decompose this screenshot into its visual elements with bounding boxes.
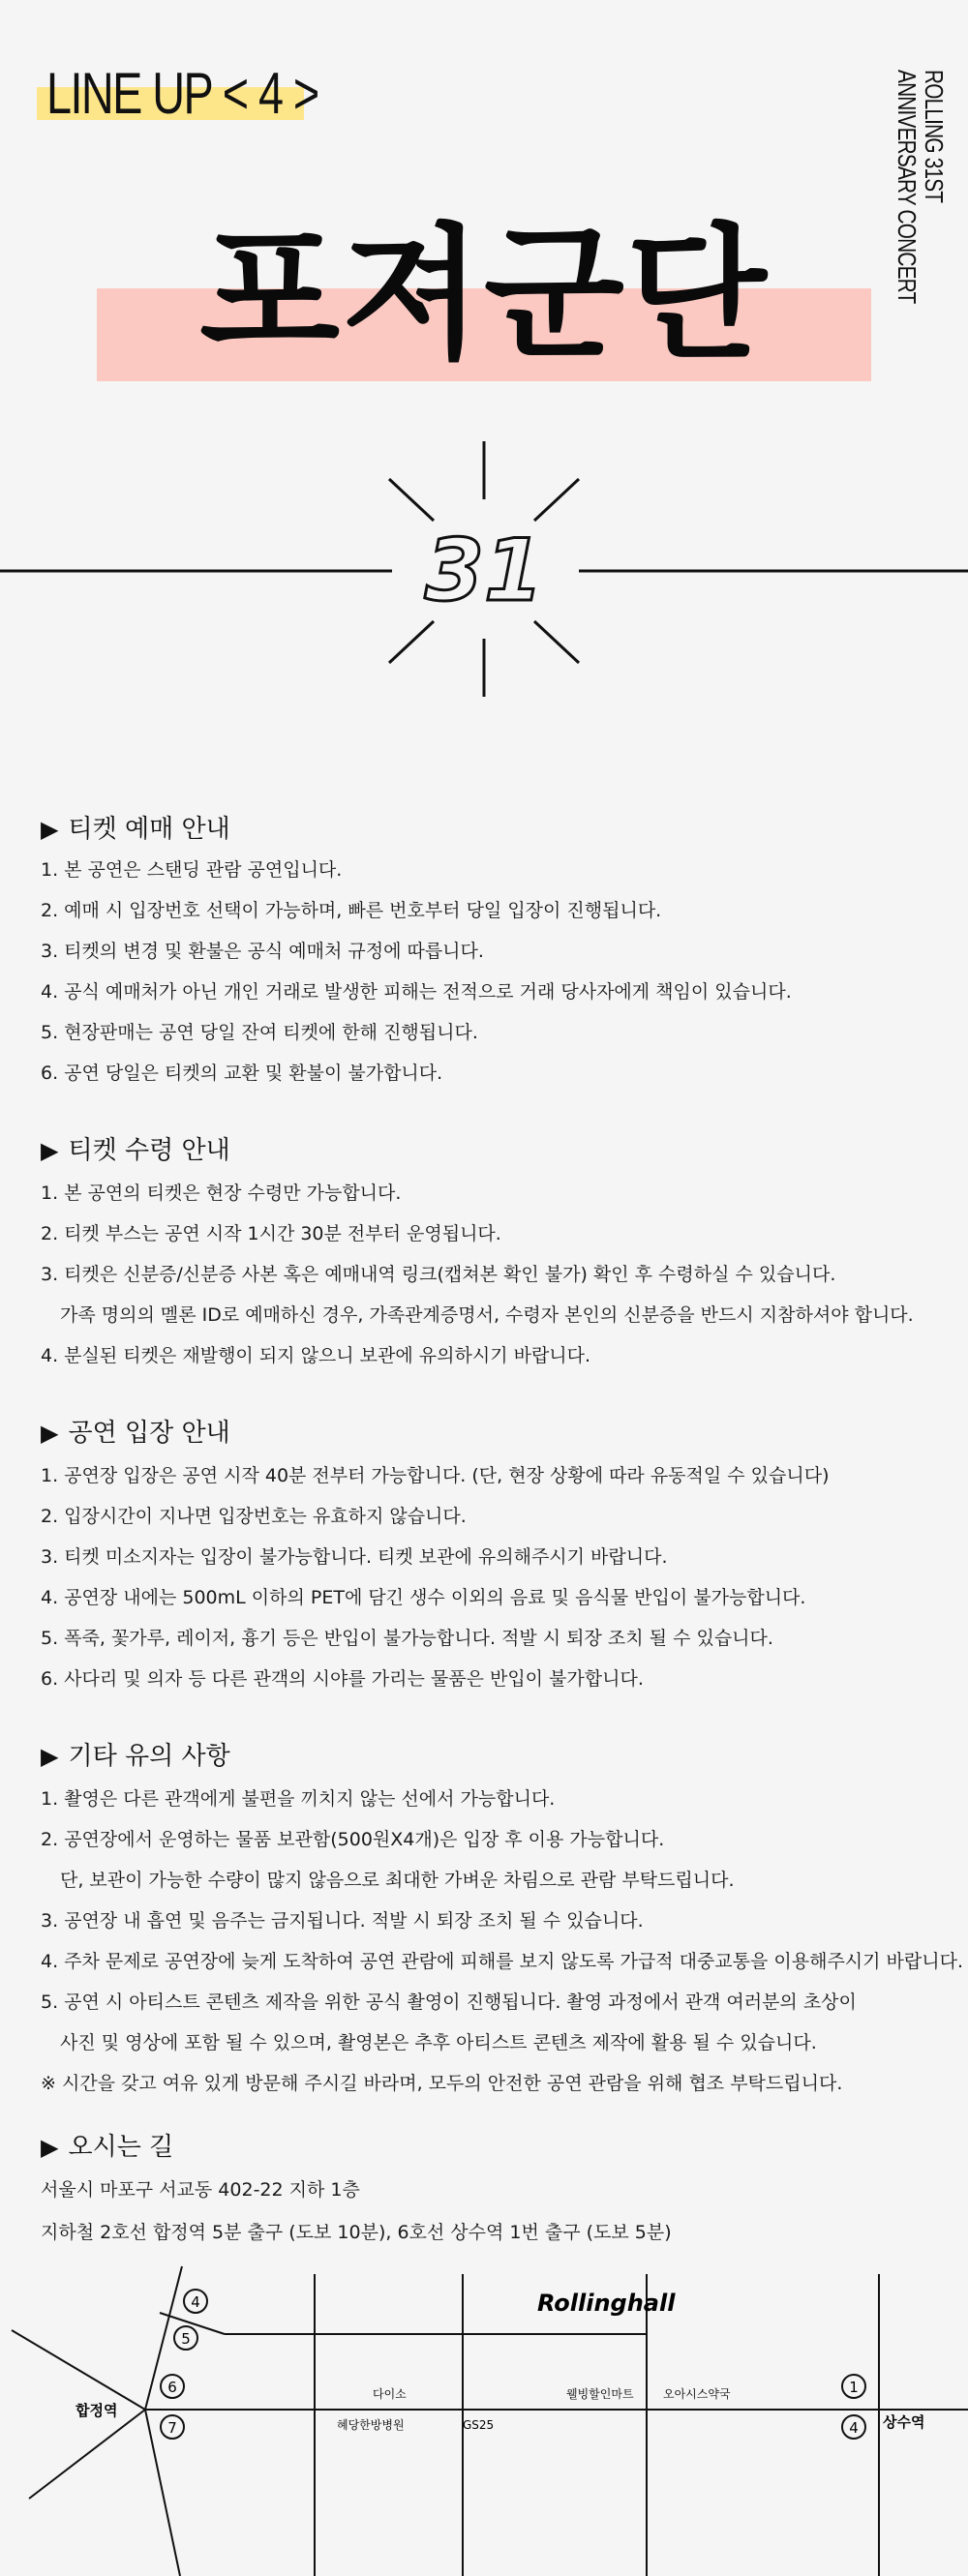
list-item: 1. 촬영은 다른 관객에게 불편을 끼치지 않는 선에서 가능합니다. <box>41 1788 556 1810</box>
map-road <box>160 2313 225 2334</box>
exit-number: 1 <box>849 2379 859 2396</box>
emblem-ray <box>389 479 434 521</box>
map-landmark: 다이소 <box>373 2387 407 2401</box>
map-landmark: 혜당한방병원 <box>337 2418 405 2432</box>
map-station-hapjeong: 합정역 <box>76 2402 118 2419</box>
subway-directions-text: 지하철 2호선 합정역 5분 출구 (도보 10분), 6호선 상수역 1번 출구 (도보 5분) <box>41 2222 672 2243</box>
list-item: 2. 입장시간이 지나면 입장번호는 유효하지 않습니다. <box>41 1506 467 1527</box>
list-item: 5. 현장판매는 공연 당일 잔여 티켓에 한해 진행됩니다. <box>41 1022 478 1043</box>
list-item: 3. 티켓 미소지자는 입장이 불가능합니다. 티켓 보관에 유의해주시기 바랍니다. <box>41 1546 668 1568</box>
list-item: 가족 명의의 멜론 ID로 예매하신 경우, 가족관계증명서, 수령자 본인의 신분증을 반드시 지참하셔야 합니다. <box>60 1304 914 1326</box>
map-venue-label: Rollinghall <box>537 2290 676 2317</box>
triangle-icon: ▶ <box>41 1743 59 1770</box>
list-item: 6. 공연 당일은 티켓의 교환 및 환불이 불가합니다. <box>41 1063 443 1084</box>
triangle-icon: ▶ <box>41 1420 59 1447</box>
section-heading-ticket-booking: ▶ 티켓 예매 안내 <box>41 815 230 844</box>
emblem-number: 31 <box>424 521 544 620</box>
emblem-ray <box>534 479 579 521</box>
section-heading-ticket-pickup: ▶ 티켓 수령 안내 <box>41 1136 230 1165</box>
list-item: 1. 공연장 입장은 공연 시작 40분 전부터 가능합니다. (단, 현장 상황에 따라 유동적일 수 있습니다) <box>41 1465 830 1486</box>
list-item: 5. 폭죽, 꽃가루, 레이저, 흉기 등은 반입이 불가능합니다. 적발 시 퇴장 조치 될 수 있습니다. <box>41 1628 773 1649</box>
map-road <box>29 2410 145 2499</box>
map-landmark: 웰빙할인마트 <box>566 2387 634 2401</box>
exit-number: 7 <box>167 2419 177 2437</box>
list-item: 4. 공연장 내에는 500mL 이하의 PET에 담긴 생수 이외의 음료 및 음식물 반입이 불가능합니다. <box>41 1587 806 1608</box>
exit-number: 5 <box>181 2330 191 2348</box>
triangle-icon: ▶ <box>41 2134 59 2161</box>
list-item: ※ 시간을 갖고 여유 있게 방문해 주시길 바라며, 모두의 안전한 공연 관람을 위해 협조 부탁드립니다. <box>41 2073 843 2094</box>
list-item: 3. 공연장 내 흡연 및 음주는 금지됩니다. 적발 시 퇴장 조치 될 수 있습니다. <box>41 1910 644 1932</box>
list-item: 2. 예매 시 입장번호 선택이 가능하며, 빠른 번호부터 당일 입장이 진행됩니다. <box>41 900 662 921</box>
section-heading-entry: ▶ 공연 입장 안내 <box>41 1419 230 1448</box>
location-map <box>0 2245 968 2576</box>
exit-number: 6 <box>167 2379 177 2396</box>
emblem-ray <box>389 621 434 663</box>
vertical-title-line2: ROLLING 31ST <box>920 70 949 203</box>
list-item: 3. 티켓은 신분증/신분증 사본 혹은 예매내역 링크(캡쳐본 확인 불가) 확인 후 수령하실 수 있습니다. <box>41 1264 836 1285</box>
list-item: 사진 및 영상에 포함 될 수 있으며, 촬영본은 추후 아티스트 콘텐츠 제작에 활용 될 수 있습니다. <box>60 2032 817 2053</box>
list-item: 2. 티켓 부스는 공연 시작 1시간 30분 전부터 운영됩니다. <box>41 1223 501 1244</box>
list-item: 4. 공식 예매처가 아닌 개인 거래로 발생한 피해는 전적으로 거래 당사자에게 책임이 있습니다. <box>41 981 792 1003</box>
exit-number: 4 <box>849 2419 859 2437</box>
list-item: 2. 공연장에서 운영하는 물품 보관함(500원X4개)은 입장 후 이용 가능합니다. <box>41 1829 665 1850</box>
section-heading-directions: ▶ 오시는 길 <box>41 2133 174 2162</box>
vertical-title-line1: ANNIVERSARY CONCERT <box>892 70 922 304</box>
map-road <box>12 2330 145 2410</box>
list-item: 5. 공연 시 아티스트 콘텐츠 제작을 위한 공식 촬영이 진행됩니다. 촬영 과정에서 관객 여러분의 초상이 <box>41 1992 857 2013</box>
list-item: 3. 티켓의 변경 및 환불은 공식 예매처 규정에 따릅니다. <box>41 941 484 962</box>
list-item: 1. 본 공연은 스탠딩 관람 공연입니다. <box>41 859 343 881</box>
artist-title: 포져군단 <box>199 211 769 379</box>
list-item: 4. 분실된 티켓은 재발행이 되지 않으니 보관에 유의하시기 바랍니다. <box>41 1345 591 1366</box>
lineup-label: LINE UP < 4 > <box>46 61 318 126</box>
emblem-ray <box>534 621 579 663</box>
map-landmark: GS25 <box>463 2418 495 2432</box>
address-text: 서울시 마포구 서교동 402-22 지하 1층 <box>41 2179 360 2201</box>
section-heading-notes: ▶ 기타 유의 사항 <box>41 1742 230 1771</box>
triangle-icon: ▶ <box>41 1137 59 1164</box>
anniversary-emblem <box>0 426 968 697</box>
list-item: 1. 본 공연의 티켓은 현장 수령만 가능합니다. <box>41 1183 402 1204</box>
map-landmark: 오아시스약국 <box>663 2387 731 2401</box>
list-item: 4. 주차 문제로 공연장에 늦게 도착하여 공연 관람에 피해를 보지 않도록 가급적 대중교통을 이용해주시기 바랍니다. <box>41 1951 964 1972</box>
list-item: 단, 보관이 가능한 수량이 많지 않음으로 최대한 가벼운 차림으로 관람 부탁드립니다. <box>60 1870 735 1891</box>
exit-number: 4 <box>191 2293 200 2311</box>
map-station-sangsu: 상수역 <box>883 2413 925 2431</box>
triangle-icon: ▶ <box>41 816 59 843</box>
list-item: 6. 사다리 및 의자 등 다른 관객의 시야를 가리는 물품은 반입이 불가합니다. <box>41 1668 644 1690</box>
